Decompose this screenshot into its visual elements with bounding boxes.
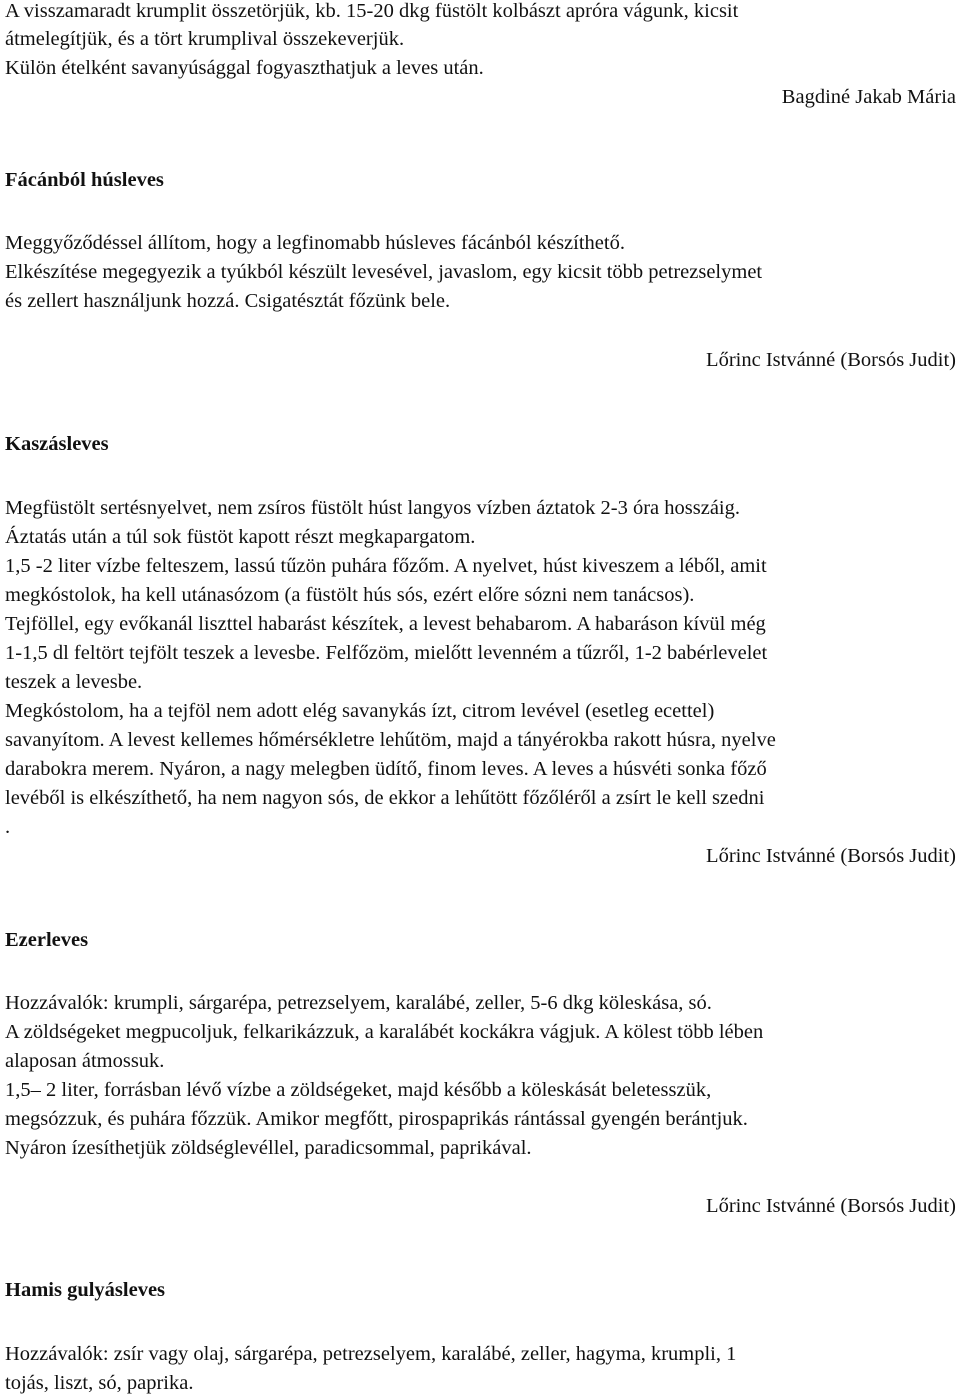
- recipe-line: teszek a levesbe.: [5, 671, 143, 693]
- recipe-line: Elkészítése megegyezik a tyúkból készült levesével, javaslom, egy kicsit több petrezselymet: [5, 261, 763, 283]
- intro-line: átmelegítjük, és a tört krumplival összekeverjük.: [5, 28, 405, 50]
- recipe-line: tojás, liszt, só, paprika.: [5, 1372, 194, 1394]
- author-signature: Lőrinc Istvánné (Borsós Judit): [706, 1195, 956, 1217]
- recipe-line: savanyítom. A levest kellemes hőmérsékletre lehűtöm, majd a tányérokba rakott húsra, nyelve: [5, 729, 776, 751]
- recipe-line: Hozzávalók: krumpli, sárgarépa, petrezselyem, karalábé, zeller, 5-6 dkg köleskása, só.: [5, 992, 712, 1014]
- author-signature: Bagdiné Jakab Mária: [781, 86, 956, 108]
- recipe-line: megsózzuk, és puhára főzzük. Amikor megfőtt, pirospaprikás rántással gyengén berántjuk.: [5, 1108, 748, 1130]
- recipe-line: alaposan átmossuk.: [5, 1050, 165, 1072]
- recipe-line: Nyáron ízesíthetjük zöldséglevéllel, paradicsommal, paprikával.: [5, 1137, 532, 1159]
- recipe-line: Megkóstolom, ha a tejföl nem adott elég savanykás ízt, citrom levével (esetleg ecettel): [5, 700, 715, 722]
- recipe-line: .: [5, 816, 11, 838]
- recipe-line: darabokra merem. Nyáron, a nagy melegben üdítő, finom leves. A leves a húsvéti sonka főző: [5, 758, 767, 780]
- recipe-line: levéből is elkészíthető, ha nem nagyon sós, de ekkor a lehűtött főzőléről a zsírt le kell szedni: [5, 787, 765, 809]
- recipe-line: Tejföllel, egy evőkanál liszttel habarást készítek, a levest behabarom. A habaráson kívül még: [5, 613, 766, 635]
- recipe-line: Meggyőződéssel állítom, hogy a legfinomabb húsleves fácánból készíthető.: [5, 232, 625, 254]
- author-signature: Lőrinc Istvánné (Borsós Judit): [706, 349, 956, 371]
- recipe-line: Hozzávalók: zsír vagy olaj, sárgarépa, petrezselyem, karalábé, zeller, hagyma, krumpli, 1: [5, 1343, 737, 1365]
- recipe-line: Megfüstölt sertésnyelvet, nem zsíros füstölt húst langyos vízben áztatok 2-3 óra hosszáig.: [5, 497, 740, 519]
- recipe-line: 1,5 -2 liter vízbe felteszem, lassú tűzön puhára főzőm. A nyelvet, húst kiveszem a léből, amit: [5, 555, 767, 577]
- recipe-line: Áztatás után a túl sok füstöt kapott részt megkapargatom.: [5, 526, 476, 548]
- recipe-line: megkóstolok, ha kell utánasózom (a füstölt hús sós, ezért előre sózni nem tanácsos).: [5, 584, 695, 606]
- recipe-line: 1-1,5 dl feltört tejfölt teszek a levesbe. Felfőzöm, mielőtt levenném a tűzről, 1-2 babérlevelet: [5, 642, 768, 664]
- author-signature: Lőrinc Istvánné (Borsós Judit): [706, 845, 956, 867]
- intro-line: Külön ételként savanyúsággal fogyaszthatjuk a leves után.: [5, 57, 484, 79]
- recipe-line: 1,5– 2 liter, forrásban lévő vízbe a zöldségeket, majd később a köleskását beletesszük,: [5, 1079, 712, 1101]
- recipe-title: Hamis gulyásleves: [5, 1279, 166, 1301]
- recipe-title: Fácánból húsleves: [5, 169, 164, 191]
- intro-line: A visszamaradt krumplit összetörjük, kb. 15-20 dkg füstölt kolbászt apróra vágunk, kicsit: [5, 0, 739, 22]
- recipe-title: Kaszásleves: [5, 433, 109, 455]
- recipe-title: Ezerleves: [5, 929, 89, 951]
- recipe-line: és zellert használjunk hozzá. Csigatésztát főzünk bele.: [5, 290, 451, 312]
- recipe-line: A zöldségeket megpucoljuk, felkarikázzuk, a karalábét kockákra vágjuk. A kölest több lében: [5, 1021, 764, 1043]
